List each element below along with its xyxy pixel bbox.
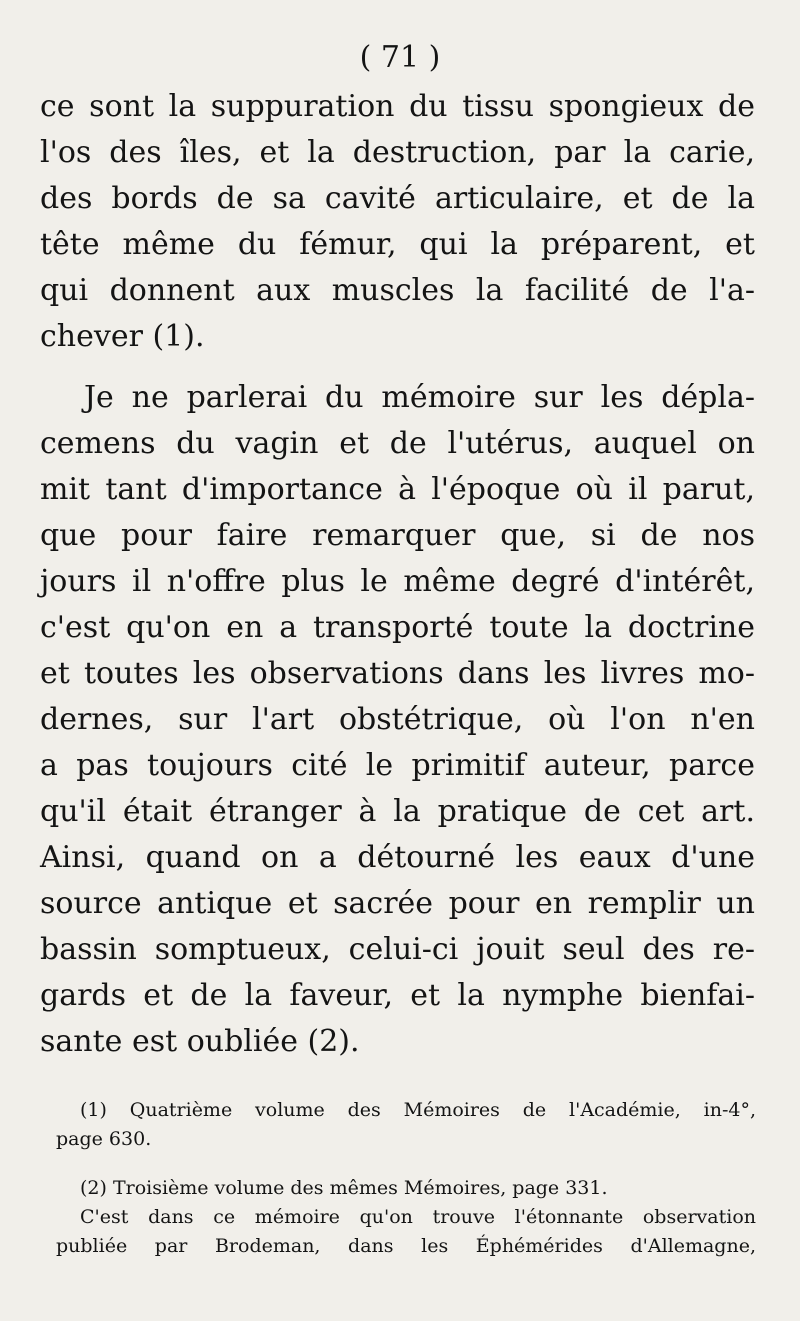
text-line: ce sont la suppuration du tissu spongieux de — [40, 89, 755, 124]
text-line: c'est qu'on en a transporté toute la doctrine — [40, 610, 755, 645]
footnote-line: page 630. — [56, 1128, 152, 1150]
text-line: a pas toujours cité le primitif auteur, parce — [40, 748, 755, 783]
footnote-line: publiée par Brodeman, dans les Éphémérides d'Allemagne, — [56, 1235, 756, 1257]
text-line: source antique et sacrée pour en remplir un — [40, 886, 755, 921]
body-text — [40, 84, 755, 1065]
text-line: chever (1). — [40, 319, 205, 354]
paragraph-1 — [40, 84, 755, 360]
text-line: dernes, sur l'art obstétrique, où l'on n'en — [40, 702, 755, 737]
text-line: sante est oubliée (2). — [40, 1024, 360, 1059]
footnote-line: (1) Quatrième volume des Mémoires de l'Académie, in-4°, — [80, 1099, 756, 1121]
text-line: que pour faire remarquer que, si de nos — [40, 518, 755, 553]
page-number: ( 71 ) — [359, 40, 441, 75]
text-line: jours il n'offre plus le même degré d'intérêt, — [40, 564, 755, 599]
text-line: Je ne parlerai du mémoire sur les dépla- — [84, 380, 755, 415]
text-line: qu'il était étranger à la pratique de cet art. — [40, 794, 755, 829]
text-line: et toutes les observations dans les livres mo- — [40, 656, 755, 691]
text-line: Ainsi, quand on a détourné les eaux d'une — [40, 840, 755, 875]
footnote-line: (2) Troisième volume des mêmes Mémoires, page 331. — [80, 1177, 608, 1199]
text-line: gards et de la faveur, et la nymphe bienfai- — [40, 978, 755, 1013]
text-line: cemens du vagin et de l'utérus, auquel on — [40, 426, 755, 461]
text-line: l'os des îles, et la destruction, par la carie, — [40, 135, 755, 170]
footnote-gap — [56, 1154, 756, 1174]
text-line: bassin somptueux, celui-ci jouit seul des re- — [40, 932, 755, 967]
paragraph-2 — [40, 375, 755, 1065]
footnote-line: C'est dans ce mémoire qu'on trouve l'étonnante observation — [80, 1206, 756, 1228]
text-line: mit tant d'importance à l'époque où il parut, — [40, 472, 755, 507]
text-line: qui donnent aux muscles la facilité de l'a- — [40, 273, 755, 308]
text-line: des bords de sa cavité articulaire, et de la — [40, 181, 755, 216]
footnote-1 — [56, 1096, 756, 1154]
footnote-2 — [56, 1174, 756, 1261]
paragraph-gap — [40, 360, 755, 375]
footnotes — [56, 1096, 756, 1261]
text-line: tête même du fémur, qui la préparent, et — [40, 227, 755, 262]
